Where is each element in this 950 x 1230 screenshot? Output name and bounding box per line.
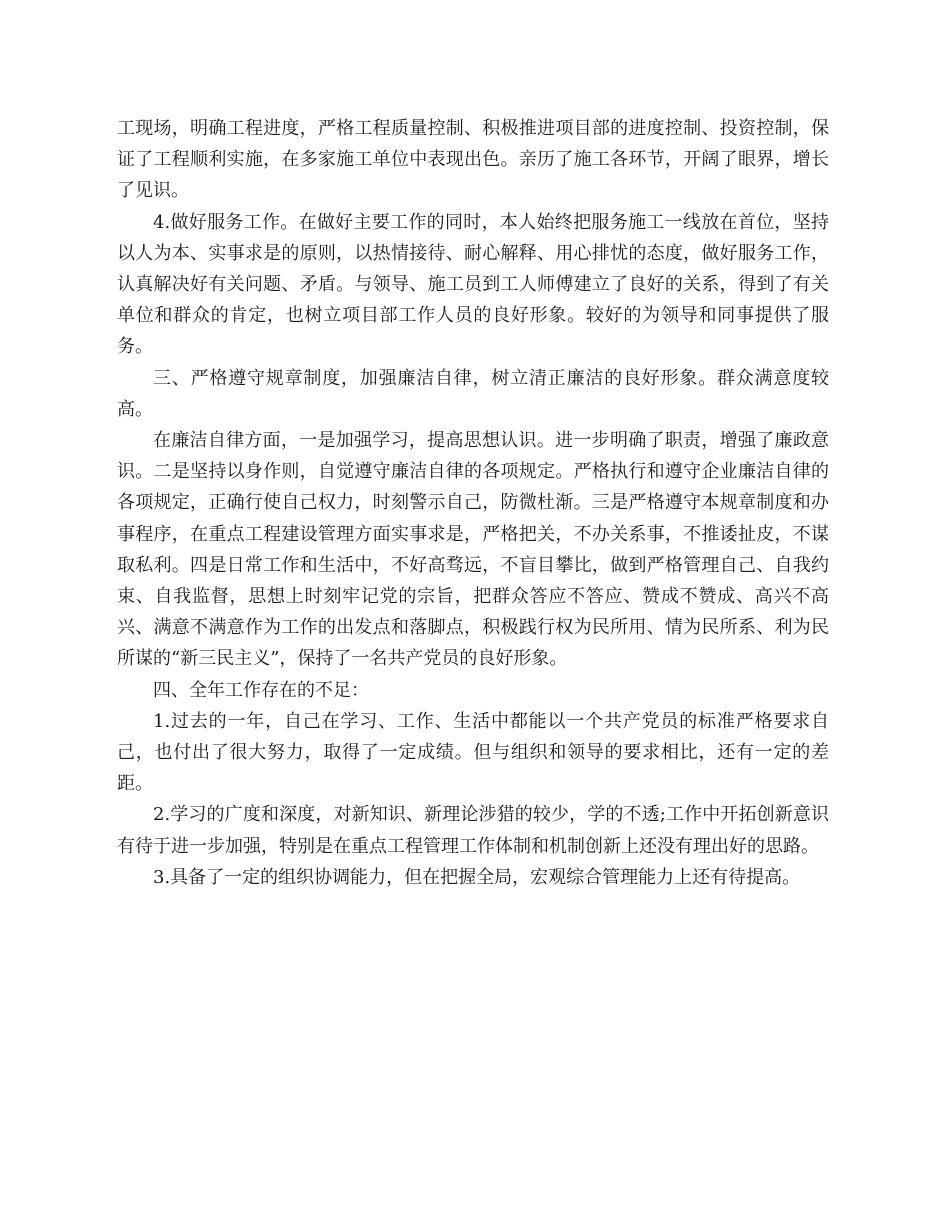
paragraph-shortcoming-3: 3.具备了一定的组织协调能力，但在把握全局，宏观综合管理能力上还有待提高。: [153, 866, 801, 888]
paragraph-shortcoming-1: 1.过去的一年，自己在学习、工作、生活中都能以一个共产党员的标准严格要求自己，也付出了很大努力，取得了一定成绩。但与组织和领导的要求相比，还有一定的差距。: [117, 710, 829, 795]
paragraph-shortcoming-2: 2.学习的广度和深度，对新知识、新理论涉猎的较少，学的不透;工作中开拓创新意识有待于进一步加强，特别是在重点工程管理工作体制和机制创新上还没有理出好的思路。: [117, 804, 829, 857]
paragraph-section-four-heading: 四、全年工作存在的不足：: [153, 679, 369, 701]
paragraph-section-three-heading: 三、严格遵守规章制度，加强廉洁自律，树立清正廉洁的良好形象。群众满意度较高。: [117, 367, 829, 420]
paragraph-service-work: 4.做好服务工作。在做好主要工作的同时，本人始终把服务施工一线放在首位，坚持以人为本、实事求是的原则，以热情接待、耐心解释、用心排忧的态度，做好服务工作，认真解决好有关问题、矛盾。与领导、施工员到工人师傅建立了良好的关系，得到了有关单位和群众的肯定，也树立项目部工作人员的良好形象。较好的为领导和同事提供了服务。: [117, 211, 829, 358]
paragraph-continuation: 工现场，明确工程进度，严格工程质量控制、积极推进项目部的进度控制、投资控制，保证了工程顺利实施，在多家施工单位中表现出色。亲历了施工各环节，开阔了眼界，增长了见识。: [117, 118, 829, 202]
document-page: [117, 113, 829, 893]
paragraph-integrity: 在廉洁自律方面，一是加强学习，提高思想认识。进一步明确了职责，增强了廉政意识。二是坚持以身作则，自觉遵守廉洁自律的各项规定。严格执行和遵守企业廉洁自律的各项规定，正确行使自己权力，时刻警示自己，防微杜渐。三是严格遵守本规章制度和办事程序，在重点工程建设管理方面实事求是，严格把关，不办关系事，不推诿扯皮，不谋取私利。四是日常工作和生活中，不好高骛远，不盲目攀比，做到严格管理自己、自我约束、自我监督，思想上时刻牢记党的宗旨，把群众答应不答应、赞成不赞成、高兴不高兴、满意不满意作为工作的出发点和落脚点，积极践行权为民所用、情为民所系、利为民所谋的“新三民主义”，保持了一名共产党员的良好形象。: [117, 430, 829, 670]
